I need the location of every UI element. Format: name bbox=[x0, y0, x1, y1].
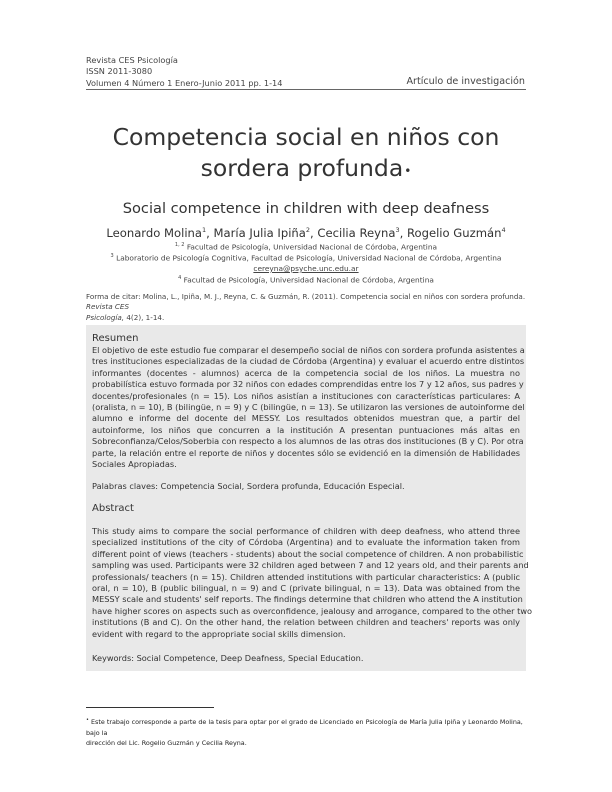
paragraph-line: MESSY scale and students' self reports. The findings determine that children who attend the A institution bbox=[92, 594, 523, 605]
paragraph-line: probabilística estuvo formada por 32 niños con edades comprendidas entre los 7 y 12 años, sus padres y bbox=[92, 379, 524, 390]
paragraph-line: autoinforme, los niños que concurren a la institución A presentan puntuaciones más altas en bbox=[92, 424, 520, 435]
header-divider bbox=[86, 89, 526, 90]
title-line-2-text: sordera profunda bbox=[200, 154, 404, 182]
author-affil-ref: 4 bbox=[501, 226, 506, 235]
journal-issn: ISSN 2011-3080 bbox=[86, 66, 153, 77]
citation-note bbox=[86, 292, 526, 323]
affiliation-2 bbox=[60, 253, 552, 262]
author-name: Rogelio Guzmán bbox=[406, 226, 502, 240]
footnote bbox=[86, 715, 526, 748]
paragraph-line: Sobreconfianza/Celos/Soberbia con respecto a los alumnos de las otras dos instituciones (B y C). Por otra bbox=[92, 436, 524, 447]
paragraph-line: informantes (docentes - alumnos) acerca de la competencia social de los niños. La muestra no bbox=[92, 367, 520, 378]
affiliation-ref: 3 bbox=[110, 253, 114, 259]
footnote-marker[interactable]: • bbox=[404, 164, 412, 178]
journal-volume: Volumen 4 Número 1 Enero-Junio 2011 pp. 1-14 bbox=[86, 77, 283, 88]
abstract-heading: Abstract bbox=[92, 503, 134, 514]
abstract-keywords: Keywords: Social Competence, Deep Deafness, Special Education. bbox=[92, 653, 364, 663]
paragraph-line: specialized institutions of the city of Córdoba (Argentina) and to evaluate the information taken from bbox=[92, 537, 520, 548]
author-name: Cecilia Reyna bbox=[317, 226, 396, 240]
author-name: Leonardo Molina bbox=[106, 226, 203, 240]
paragraph-line: tres instituciones especializadas de la ciudad de Córdoba (Argentina) y evaluar el acuerdo entre distintos bbox=[92, 356, 525, 367]
paragraph-line: evident with regard to the appropriate social skills dimension. bbox=[92, 628, 346, 639]
citation-rest: 4(2), 1-14. bbox=[124, 312, 165, 322]
paragraph-line: institutions (B and C). On the other hand, the relation between children and teachers' reports was only bbox=[92, 617, 520, 628]
contact-email-link[interactable]: cereyna@psyche.unc.edu.ar bbox=[253, 264, 359, 273]
paragraph-line: alumno e informe del docente del MESSY. Los resultados obtenidos muestran que, a partir del bbox=[92, 413, 520, 424]
footnote-divider bbox=[86, 707, 214, 708]
resumen-paragraph bbox=[92, 345, 525, 470]
affiliation-text: Facultad de Psicología, Universidad Nacional de Córdoba, Argentina bbox=[183, 275, 434, 285]
author-separator: , bbox=[206, 226, 214, 240]
affiliation-ref: 4 bbox=[178, 275, 182, 281]
citation-journal-cont: Psicología, bbox=[86, 312, 125, 322]
abstract-paragraph bbox=[92, 526, 533, 640]
title-line-2 bbox=[60, 153, 552, 184]
paragraph-line: This study aims to compare the social performance of children with deep deafness, who attend three bbox=[92, 526, 520, 536]
paragraph-line: have higher scores on aspects such as overconfidence, jealousy and arrogance, compared to the other two bbox=[92, 605, 533, 616]
journal-info bbox=[86, 55, 282, 89]
footnote-line-2: dirección del Lic. Rogelio Guzmán y Cecilia Reyna. bbox=[86, 738, 247, 747]
author-name: María Julia Ipiña bbox=[213, 226, 306, 240]
citation-journal: Revista CES bbox=[86, 302, 130, 312]
resumen-heading: Resumen bbox=[92, 333, 139, 344]
affiliation-3 bbox=[60, 275, 552, 284]
journal-name: Revista CES Psicología bbox=[86, 55, 178, 65]
paragraph-line: parte, la relación entre el reporte de niños y docentes sólo se evidenció en la dimensión de Habilidades bbox=[92, 447, 520, 458]
paragraph-line: El objetivo de este estudio fue comparar el desempeño social de niños con sordera profunda asistentes a bbox=[92, 345, 525, 355]
author-separator: , bbox=[310, 226, 318, 240]
affiliation-1 bbox=[60, 242, 552, 251]
author-affil-ref: 1 bbox=[202, 226, 207, 235]
affiliation-ref: 1, 2 bbox=[174, 242, 185, 248]
author-separator: , bbox=[399, 226, 407, 240]
paragraph-line: docentes/profesionales (n = 15). Los niños asistían a instituciones con características particulares: A bbox=[92, 390, 520, 401]
footnote-line-1: Este trabajo corresponde a parte de la tesis para optar por el grado de Licenciado en Psicología de María Julia Ipiña y Leonardo Molina, bajo la bbox=[86, 718, 523, 737]
article-subtitle: Social competence in children with deep deafness bbox=[122, 200, 490, 217]
citation-text: Forma de citar: Molina, L., Ipiña, M. J., Reyna, C. & Guzmán, R. (2011). Competencia social en niños con sordera profunda. bbox=[86, 292, 526, 301]
affiliation-text: Facultad de Psicología, Universidad Nacional de Córdoba, Argentina bbox=[186, 242, 438, 252]
footnote-marker-ref: • bbox=[86, 717, 89, 723]
author-affil-ref: 3 bbox=[395, 226, 400, 235]
paragraph-line: professionals/ teachers (n = 15). Children attended institutions with particular characteristics: A (public bbox=[92, 571, 520, 582]
paragraph-line: (oralista, n = 10), B (bilingüe, n = 9) y C (bilingüe, n = 13). Se utilizaron las versiones de autoinforme del bbox=[92, 402, 525, 413]
author-affil-ref: 2 bbox=[305, 226, 311, 235]
affiliation-text: Laboratorio de Psicología Cognitiva, Facultad de Psicología, Universidad Nacional de Córdoba, Argentina bbox=[116, 253, 502, 263]
article-type: Artículo de investigación bbox=[406, 76, 525, 87]
article-title bbox=[60, 122, 552, 184]
author-list bbox=[60, 226, 552, 240]
resumen-keywords: Palabras claves: Competencia Social, Sordera profunda, Educación Especial. bbox=[92, 481, 405, 491]
paragraph-line: oral, n = 10), B (public bilingual, n = 9) and C (private bilingual, n = 13). Data was obtained from the bbox=[92, 583, 520, 594]
title-line-1: Competencia social en niños con bbox=[112, 123, 500, 151]
paragraph-line: sampling was used. Participants were 32 children aged between 7 and 12 years old, and their parents and bbox=[92, 560, 529, 571]
paragraph-line: different point of views (teachers - students) about the social competence of children. A non probabilistic bbox=[92, 548, 524, 559]
paragraph-line: Sociales Apropiadas. bbox=[92, 459, 177, 470]
